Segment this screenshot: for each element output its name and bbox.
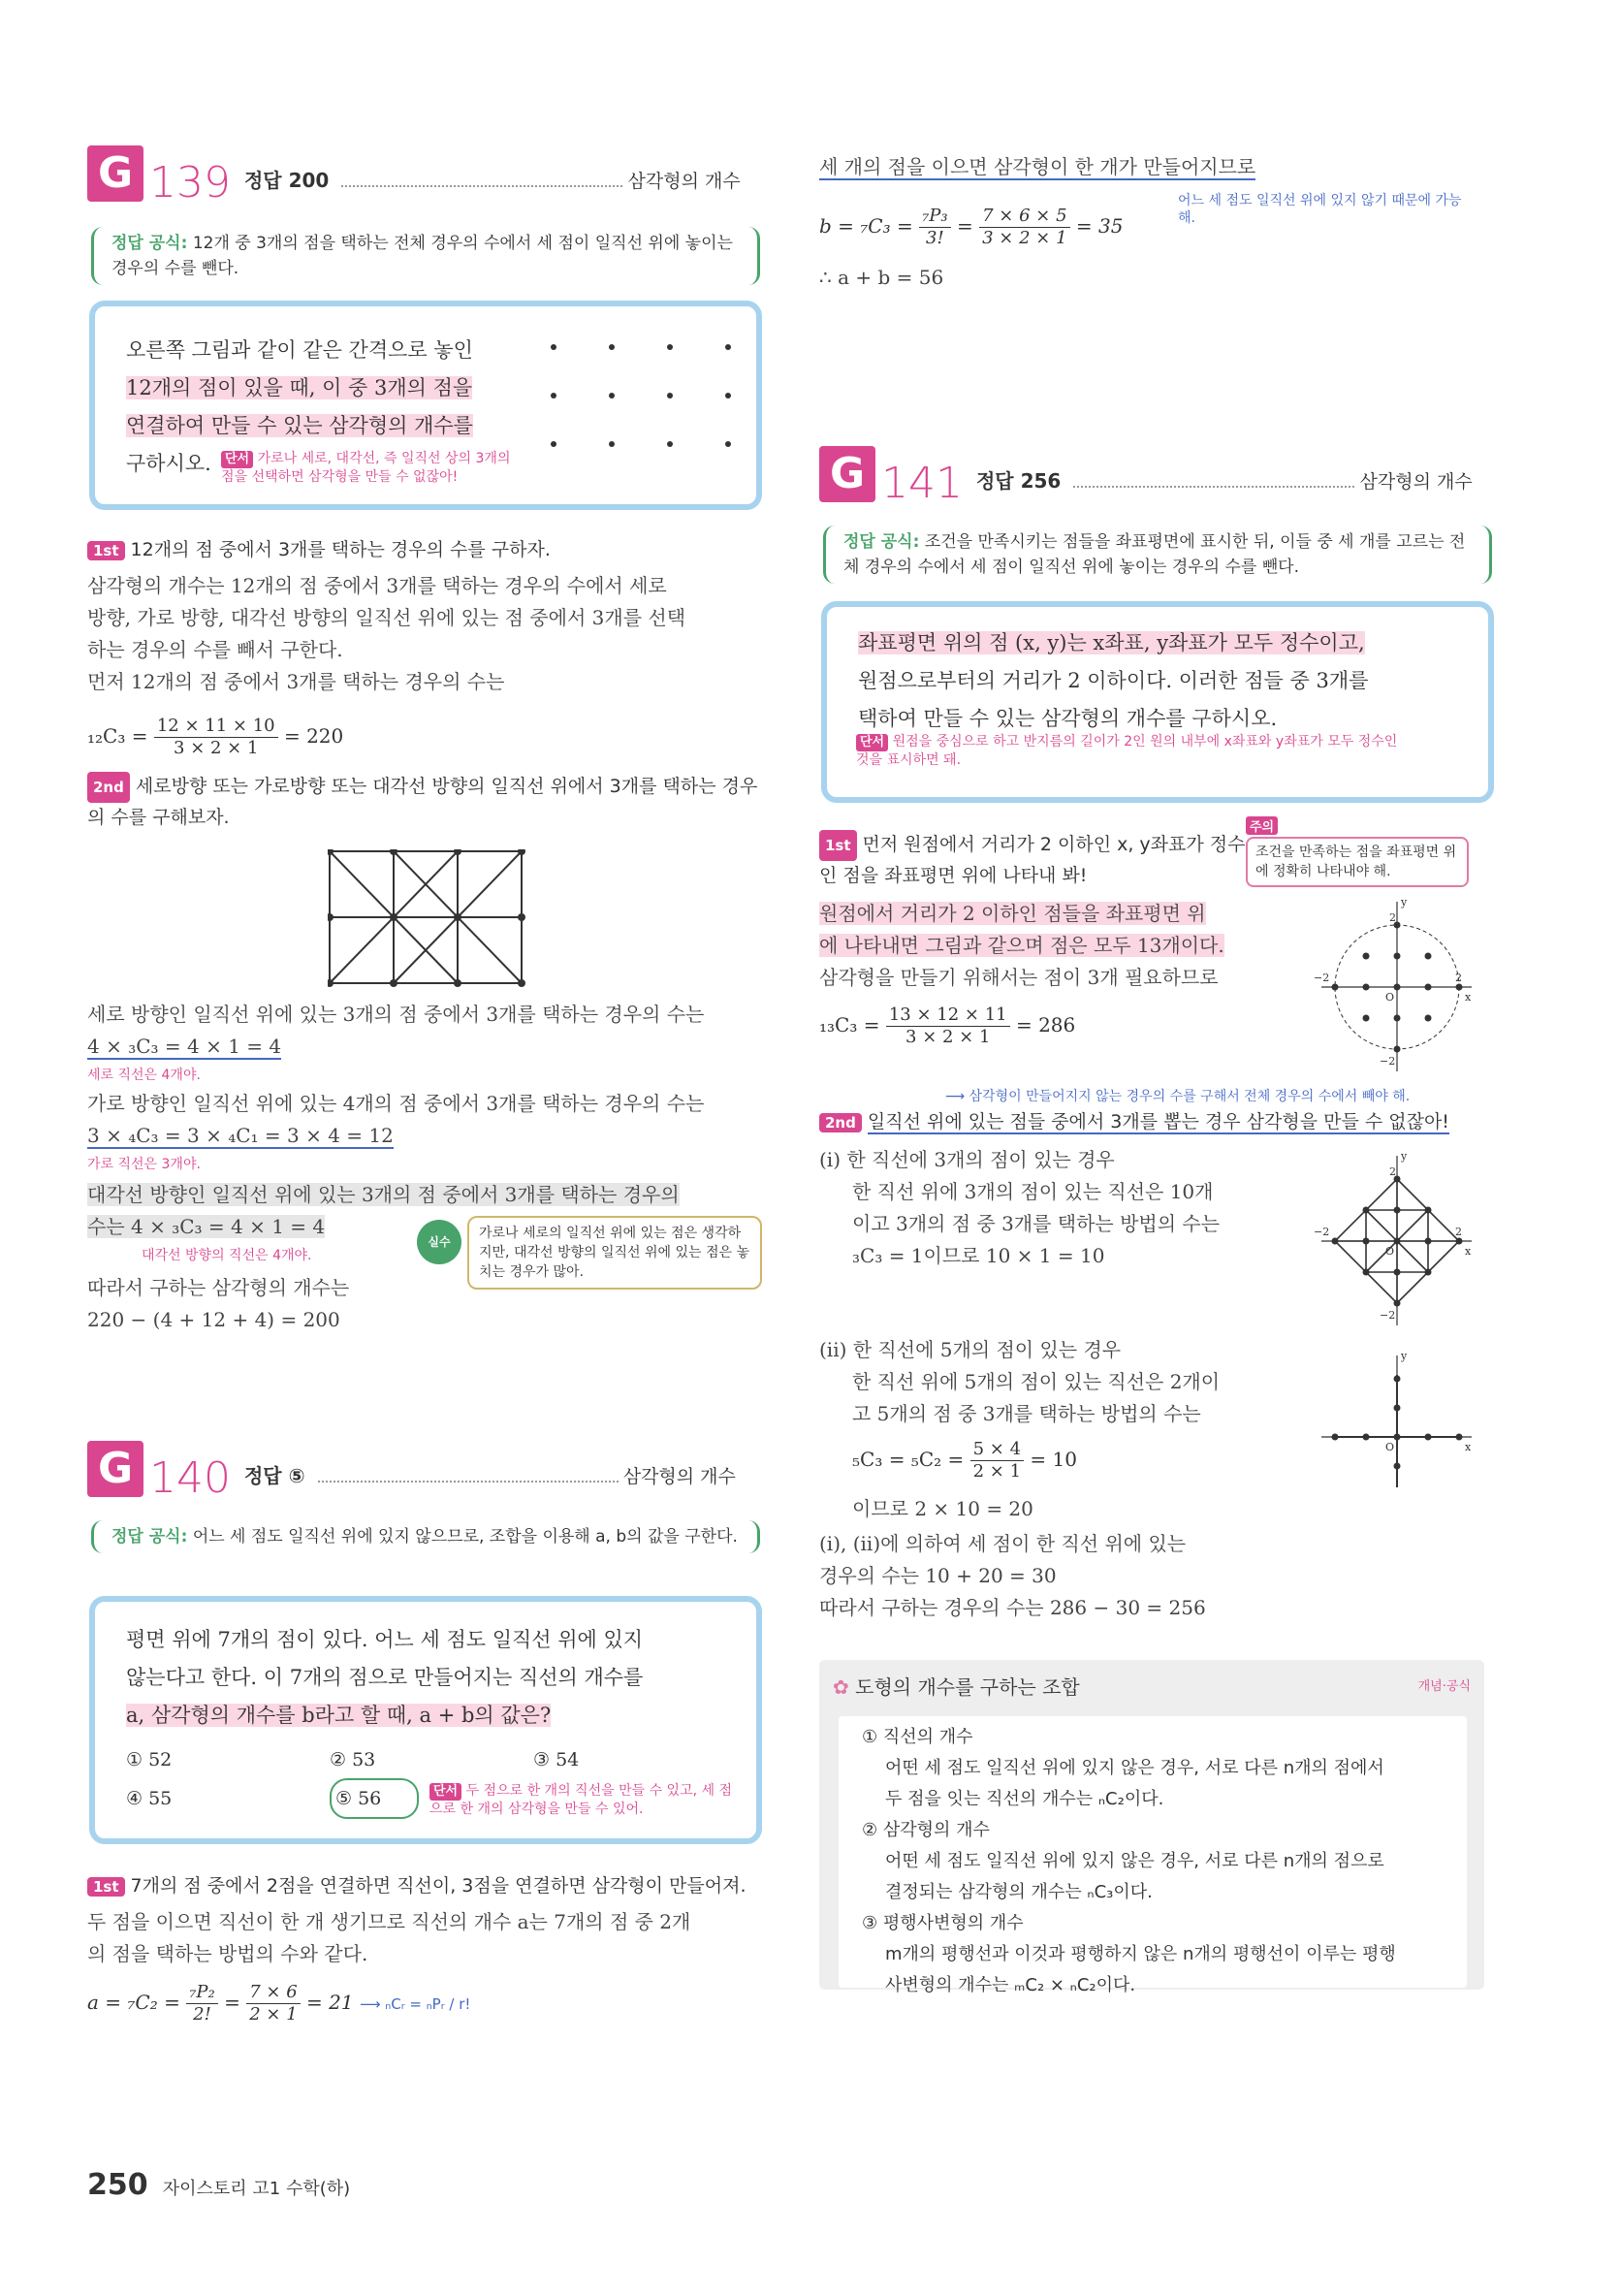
concept-box — [819, 1660, 1484, 1995]
summary — [819, 1528, 1285, 1624]
axis-lines-figure — [1312, 1346, 1477, 1491]
numerator: 7 × 6 × 5 — [979, 206, 1069, 228]
eq-lhs: ₁₃C₃ = — [819, 1013, 880, 1036]
problem-141-header — [819, 446, 1498, 508]
concept-title — [833, 1672, 1080, 1700]
side-note: 어느 세 점도 일직선 위에 있지 않기 때문에 가능해. — [1178, 193, 1462, 226]
mistake-icon: 실수 — [417, 1220, 461, 1264]
text-line: 따라서 구하는 경우의 수는 286 − 30 = 256 — [819, 1596, 1206, 1619]
question-line: 택하여 만들 수 있는 삼각형의 개수를 구하시오. — [858, 707, 1278, 730]
diamond-lines-figure — [1312, 1146, 1477, 1330]
step-text: 12개의 점 중에서 3개를 택하는 경우의 수를 구하자. — [130, 539, 551, 560]
choice-3[interactable]: ③ 54 — [533, 1749, 580, 1770]
text-line: 두 점을 이으면 직선이 한 개 생기므로 직선의 개수 a는 7개의 점 중 2개 — [87, 1910, 691, 1933]
tick-label: −2 — [1380, 1055, 1396, 1068]
page-number: 250 — [87, 2168, 148, 2202]
tick-label: 2 — [1389, 1165, 1396, 1178]
final-answer: ∴ a + b = 56 — [819, 266, 944, 289]
concept-item-title: ② 삼각형의 개수 — [862, 1820, 990, 1840]
concept-item-title: ③ 평행사변형의 개수 — [862, 1913, 1024, 1933]
choice-5-selected[interactable]: ⑤ 56 — [330, 1778, 419, 1819]
solution-paragraph — [87, 1906, 766, 1970]
text-line: 따라서 구하는 삼각형의 개수는 — [87, 1276, 350, 1299]
tick-label: 2 — [1455, 1226, 1462, 1238]
continuation-line — [819, 151, 1498, 183]
hint-text: 가로나 세로, 대각선, 즉 일직선 상의 3개의 점을 선택하면 삼각형을 만들 수 없잖아! — [221, 451, 511, 485]
hint-text: 원점을 중심으로 하고 반지름의 길이가 2인 원의 내부에 x좌표와 y좌표가 모두 정수인 것을 표시하면 돼. — [856, 734, 1398, 768]
axis-label: O — [1385, 1441, 1395, 1453]
topic: 삼각형의 개수 — [627, 171, 741, 192]
solution-paragraph — [87, 570, 766, 698]
arrow-note: ⟶ ₙCᵣ = ₙPᵣ / r! — [359, 1995, 471, 2013]
text-line: ₃C₃ = 1이므로 10 × 1 = 10 — [852, 1244, 1105, 1267]
formula-label: 정답 공식: — [111, 234, 188, 253]
question-highlight: 12개의 점이 있을 때, 이 중 3개의 점을 — [126, 376, 473, 399]
dot-grid-figure — [536, 324, 749, 460]
problem-number: 139 — [149, 158, 231, 207]
text-line: 220 − (4 + 12 + 4) = 200 — [87, 1308, 340, 1331]
book-title: 자이스토리 고1 수학(하) — [162, 2179, 351, 2199]
question-line — [126, 407, 524, 445]
grid-lines-figure — [328, 849, 525, 987]
step-label: 1st — [87, 1877, 125, 1897]
numerator: 7 × 6 — [246, 1982, 300, 2004]
text-line: 삼각형의 개수는 12개의 점 중에서 3개를 택하는 경우의 수에서 세로 — [87, 574, 667, 597]
case-body — [819, 1366, 1285, 1430]
eq-lhs: b = ₇C₃ = — [819, 214, 913, 238]
eq-lhs: ₅C₃ = ₅C₂ = — [852, 1448, 965, 1471]
equation-c12-3 — [87, 716, 343, 759]
equation-c13-3 — [819, 1004, 1075, 1048]
hint-tag: 단서 — [221, 451, 253, 468]
page-footer — [87, 2168, 350, 2202]
equation: 3 × ₄C₃ = 3 × ₄C₁ = 3 × 4 = 12 — [87, 1124, 394, 1147]
concept-line: 사변형의 개수는 ₘC₂ × ₙC₂이다. — [885, 1975, 1136, 1995]
choice-2[interactable]: ② 53 — [330, 1749, 376, 1770]
answer-formula — [91, 1520, 760, 1553]
answer-formula — [91, 227, 760, 285]
denominator: 2 × 1 — [972, 1461, 1022, 1482]
concept-title-text: 도형의 개수를 구하는 조합 — [855, 1675, 1080, 1699]
dot-leader — [318, 1481, 619, 1483]
tick-label: 2 — [1389, 911, 1396, 924]
highlight: 에 나타내면 그림과 같으며 점은 모두 13개이다. — [819, 934, 1224, 957]
problem-badge: G — [87, 145, 143, 202]
concept-line: 결정되는 삼각형의 개수는 ₙC₃이다. — [885, 1882, 1153, 1902]
formula-text: 어느 세 점도 일직선 위에 있지 않으므로, 조합을 이용해 a, b의 값을 구한다. — [192, 1527, 738, 1547]
text-line: 의 점을 택하는 방법의 수와 같다. — [87, 1942, 368, 1965]
question-highlight: 좌표평면 위의 점 (x, y)는 x좌표, y좌표가 모두 정수이고, — [858, 631, 1365, 654]
question-highlight: 원점으로부터의 거리가 2 이하이다. 이러한 점들 중 3개를 — [858, 669, 1369, 692]
dot-leader — [1073, 486, 1354, 488]
text-line: 방향, 가로 방향, 대각선 방향의 일직선 위에 있는 점 중에서 3개를 선택 — [87, 606, 686, 629]
text-line: 하는 경우의 수를 빼서 구한다. — [87, 638, 343, 661]
mistake-tip: 가로나 세로의 일직선 위에 있는 점은 생각하지만, 대각선 방향의 일직선 위에 있는 점은 놓치는 경우가 많아. — [467, 1216, 762, 1290]
fraction — [154, 716, 278, 759]
answer: 정답 200 — [243, 169, 330, 192]
case-2 — [819, 1334, 1285, 1430]
question-line — [126, 369, 524, 407]
equation-a: a = ₇C₂ = $\frac{\text{₇P₂}}{2!}$ = $\frac{7 \times 6}{2 \times 1}$ = 21 ⟶ ₙCᵣ = ₙPᵣ / r! — [87, 1982, 471, 2025]
text-line: 삼각형을 만들기 위해서는 점이 3개 필요하므로 — [819, 966, 1219, 989]
highlight: 원점에서 거리가 2 이하인 점들을 좌표평면 위 — [819, 902, 1206, 925]
caution-text: 조건을 만족하는 점을 좌표평면 위에 정확히 나타내야 해. — [1246, 837, 1469, 887]
step-label: 2nd — [87, 772, 130, 803]
step-label: 1st — [87, 541, 125, 560]
formula-label: 정답 공식: — [843, 532, 920, 552]
numerator: 5 × 4 — [970, 1439, 1024, 1461]
axis-label: y — [1401, 1150, 1408, 1163]
final-answer — [87, 1272, 766, 1336]
equation: 4 × ₃C₃ = 4 × 1 = 4 — [87, 1035, 282, 1058]
denominator: 3 × 2 × 1 — [174, 738, 259, 758]
question-line — [858, 662, 1478, 700]
equation-line — [87, 1120, 766, 1152]
axis-label: x — [1465, 1245, 1472, 1258]
formula-text: 12개 중 3개의 점을 택하는 전체 경우의 수에서 세 점이 일직선 위에 놓이는 경우의 수를 뺀다. — [111, 234, 733, 278]
equation: 수는 4 × ₃C₃ = 4 × 1 = 4 — [87, 1215, 326, 1238]
denominator: 2! — [193, 2004, 211, 2025]
question-text — [126, 1621, 727, 1735]
text-line: 고 5개의 점 중 3개를 택하는 방법의 수는 — [852, 1402, 1201, 1425]
fraction — [186, 1982, 218, 2025]
concept-line: 두 점을 잇는 직선의 개수는 ₙC₂이다. — [885, 1789, 1164, 1809]
question-box — [89, 1596, 762, 1844]
axis-label: x — [1465, 991, 1472, 1004]
text-line: 이므로 2 × 10 = 20 — [852, 1497, 1033, 1520]
question-line — [126, 1697, 727, 1735]
numerator: 12 × 11 × 10 — [154, 716, 278, 738]
concept-line: m개의 평행선과 이것과 평행하지 않은 n개의 평행선이 이루는 평행 — [885, 1944, 1396, 1964]
axis-label: O — [1385, 991, 1395, 1004]
case-title: (ii) 한 직선에 5개의 점이 있는 경우 — [819, 1338, 1122, 1361]
caution-tag: 주의 — [1246, 816, 1278, 835]
tick-label: −2 — [1314, 972, 1330, 984]
hint — [856, 733, 1399, 769]
hint-tag: 단서 — [429, 1783, 461, 1801]
formula-text: 조건을 만족시키는 점들을 좌표평면에 표시한 뒤, 이들 중 세 개를 고르는 전체 경우의 수에서 세 점이 일직선 위에 놓이는 경우의 수를 뺀다. — [843, 532, 1466, 577]
eq-rhs: = 21 — [306, 1991, 354, 2014]
concept-items — [839, 1716, 1467, 1995]
eq-lhs: a = ₇C₂ = — [87, 1991, 180, 2014]
side-note: 세로 직선은 4개야. — [87, 1068, 201, 1083]
text-line: 가로 방향인 일직선 위에 있는 4개의 점 중에서 3개를 택하는 경우의 수는 — [87, 1092, 705, 1115]
step-label: 1st — [819, 830, 857, 861]
horizontal-case — [87, 1088, 766, 1152]
note-text: 삼각형이 만들어지지 않는 경우의 수를 구해서 전체 경우의 수에서 빼야 해. — [969, 1089, 1411, 1104]
flower-icon: ✿ — [833, 1675, 849, 1699]
topic: 삼각형의 개수 — [622, 1466, 736, 1487]
step-text: 일직선 위에 있는 점들 중에서 3개를 뽑는 경우 삼각형을 만들 수 없잖아! — [867, 1111, 1449, 1132]
tick-label: 2 — [1455, 972, 1462, 984]
concept-line: 어떤 세 점도 일직선 위에 있지 않은 경우, 서로 다른 n개의 점으로 — [885, 1851, 1384, 1871]
concept-label: 개념·공식 — [1417, 1679, 1471, 1694]
hint-text: 두 점으로 한 개의 직선을 만들 수 있고, 세 점으로 한 개의 삼각형을 만들 수 있어. — [429, 1783, 732, 1817]
eq-lhs: ₁₂C₃ = — [87, 724, 148, 748]
denominator: 3! — [926, 228, 944, 248]
step-text: 7개의 점 중에서 2점을 연결하면 직선이, 3점을 연결하면 삼각형이 만들어져. — [130, 1875, 746, 1897]
step-1 — [87, 535, 766, 561]
problem-number: 140 — [149, 1453, 231, 1503]
text-line: 경우의 수는 10 + 20 = 30 — [819, 1564, 1057, 1587]
tick-label: −2 — [1314, 1226, 1330, 1238]
problem-badge: G — [87, 1441, 143, 1497]
underlined-text: 세 개의 점을 이으면 삼각형이 한 개가 만들어지므로 — [819, 155, 1256, 178]
question-line: 평면 위에 7개의 점이 있다. 어느 세 점도 일직선 위에 있지 — [126, 1628, 644, 1651]
text-line — [87, 1179, 766, 1211]
arrow-note: ⟶ 삼각형이 만들어지지 않는 경우의 수를 구해서 전체 경우의 수에서 빼야 해. — [945, 1089, 1411, 1104]
fraction — [979, 206, 1069, 249]
question-line — [126, 1659, 727, 1697]
text-line: 한 직선 위에 5개의 점이 있는 직선은 2개이 — [852, 1370, 1221, 1393]
axis-label: O — [1385, 1245, 1395, 1258]
problem-number: 141 — [881, 459, 963, 508]
numerator: ₇P₂ — [186, 1982, 218, 2004]
step-1 — [87, 1871, 766, 1897]
formula-label: 정답 공식: — [111, 1527, 188, 1547]
axis-label: y — [1401, 1350, 1408, 1362]
step-2 — [819, 1107, 1498, 1133]
numerator: ₇P₃ — [919, 206, 951, 228]
axis-label: y — [1401, 896, 1408, 909]
fraction — [886, 1004, 1010, 1048]
equation-b: b = ₇C₃ = $\frac{\text{₇P₃}}{3!}$ = $\frac{7 \times 6 \times 5}{3 \times 2 \times 1}$ = 35 — [819, 206, 1124, 248]
circle-lattice-figure — [1312, 892, 1477, 1076]
answer: 정답 256 — [975, 469, 1062, 493]
text-line — [819, 898, 1275, 930]
tick-label: −2 — [1380, 1309, 1396, 1322]
fraction — [919, 206, 951, 249]
topic: 삼각형의 개수 — [1359, 471, 1473, 493]
text-line: 이고 3개의 점 중 3개를 택하는 방법의 수는 — [852, 1212, 1221, 1235]
step-text: 세로방향 또는 가로방향 또는 대각선 방향의 일직선 위에서 3개를 택하는 경우의 수를 구해보자. — [87, 776, 758, 828]
fraction — [970, 1439, 1024, 1483]
hint — [221, 450, 522, 486]
highlight: 대각선 방향인 일직선 위에 있는 3개의 점 중에서 3개를 택하는 경우의 — [87, 1183, 680, 1206]
problem-140-header — [87, 1441, 766, 1503]
dot-leader — [341, 185, 622, 187]
problem-badge: G — [819, 446, 875, 502]
question-highlight: 않는다고 한다. 이 7개의 점으로 만들어지는 직선의 개수를 — [126, 1666, 644, 1689]
numerator: 13 × 12 × 11 — [886, 1004, 1010, 1027]
case-1 — [819, 1144, 1285, 1272]
eq-rhs: = 286 — [1015, 1013, 1076, 1036]
problem-139-header — [87, 145, 766, 207]
answer-formula — [823, 526, 1492, 584]
eq-rhs: = 35 — [1075, 214, 1124, 238]
eq-rhs: = 10 — [1030, 1448, 1077, 1471]
note-text: ₙCᵣ = ₙPᵣ / r! — [385, 1995, 471, 2013]
equation-c5-3 — [852, 1439, 1077, 1483]
solution-paragraph — [819, 898, 1275, 994]
denominator: 3 × 2 × 1 — [982, 228, 1067, 248]
question-highlight: a, 삼각형의 개수를 b라고 할 때, a + b의 값은? — [126, 1704, 552, 1727]
question-line: 오른쪽 그림과 같이 같은 간격으로 놓인 — [126, 338, 473, 362]
question-highlight: 연결하여 만들 수 있는 삼각형의 개수를 — [126, 414, 473, 437]
step-text: 먼저 원점에서 거리가 2 이하인 x, y좌표가 정수인 점을 좌표평면 위에 나타내 봐! — [819, 834, 1246, 886]
step-label: 2nd — [819, 1113, 862, 1132]
concept-item-title: ① 직선의 개수 — [862, 1727, 973, 1747]
case-body — [819, 1176, 1285, 1272]
denominator: 2 × 1 — [249, 2004, 298, 2025]
equation-line — [87, 1031, 766, 1063]
step-1 — [819, 830, 1246, 890]
question-line: 구하시오. — [126, 452, 211, 475]
eq-rhs: = 220 — [283, 724, 344, 748]
text-line: 먼저 12개의 점 중에서 3개를 택하는 경우의 수는 — [87, 670, 505, 693]
fraction — [246, 1982, 300, 2025]
case-title: (i) 한 직선에 3개의 점이 있는 경우 — [819, 1148, 1115, 1171]
answer: 정답 ⑤ — [243, 1464, 305, 1487]
caution — [1246, 816, 1469, 887]
question-line — [858, 624, 1478, 662]
text-line: (i), (ii)에 의하여 세 점이 한 직선 위에 있는 — [819, 1532, 1187, 1555]
concept-line: 어떤 세 점도 일직선 위에 있지 않은 경우, 서로 다른 n개의 점에서 — [885, 1758, 1384, 1778]
question-box — [89, 301, 762, 510]
hint — [429, 1782, 740, 1818]
step-2 — [87, 772, 766, 832]
text-line: 세로 방향인 일직선 위에 있는 3개의 점 중에서 3개를 택하는 경우의 수는 — [87, 1003, 705, 1026]
text-line: 한 직선 위에 3개의 점이 있는 직선은 10개 — [852, 1180, 1214, 1203]
hint-tag: 단서 — [856, 734, 888, 751]
choice-4[interactable]: ④ 55 — [126, 1788, 173, 1809]
denominator: 3 × 2 × 1 — [905, 1027, 991, 1047]
question-box — [821, 601, 1494, 803]
text-line — [819, 930, 1275, 962]
side-note: 가로 직선은 3개야. — [87, 1157, 201, 1172]
axis-label: x — [1465, 1441, 1472, 1453]
side-note: 대각선 방향의 직선은 4개야. — [142, 1248, 312, 1263]
choice-1[interactable]: ① 52 — [126, 1749, 173, 1770]
vertical-case — [87, 999, 766, 1063]
question-text — [858, 624, 1478, 738]
